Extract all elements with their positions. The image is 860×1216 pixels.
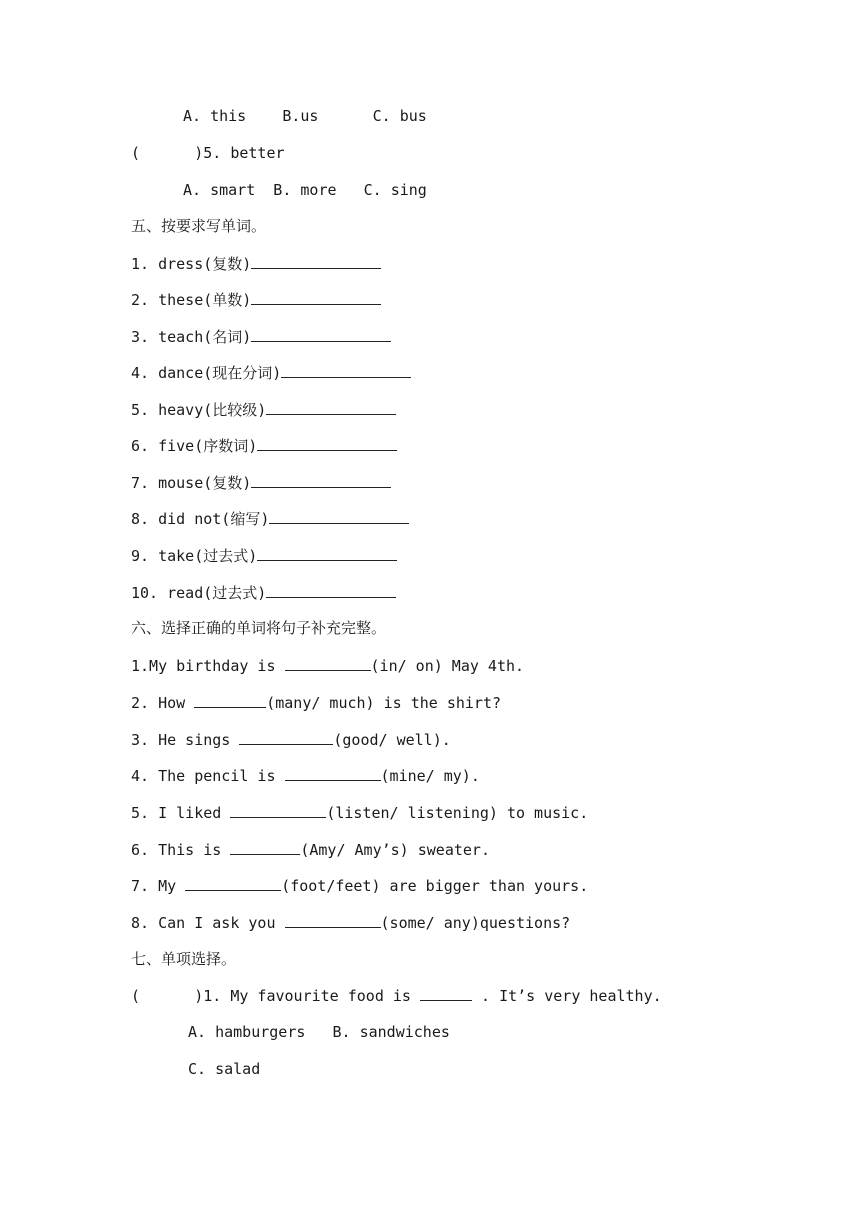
s7-q1-options-line1: A. hamburgers B. sandwiches <box>188 1023 450 1041</box>
s6-item-7 <box>131 875 588 895</box>
answer-blank[interactable] <box>194 692 266 708</box>
section-5-title: 五、按要求写单词。 <box>131 217 267 235</box>
s6-item-8-post: (some/ any)questions? <box>380 914 571 932</box>
s5-item-10-text: 10. read(过去式) <box>131 584 267 602</box>
s6-item-2 <box>131 692 501 712</box>
s5-item-8-text: 8. did not(缩写) <box>131 510 270 528</box>
s5-item-2 <box>131 289 381 309</box>
s6-item-6-post: (Amy/ Amy’s) sweater. <box>300 841 490 859</box>
answer-blank[interactable] <box>420 985 472 1001</box>
answer-blank[interactable] <box>251 472 391 488</box>
s7-question-1 <box>131 985 662 1005</box>
answer-blank[interactable] <box>230 802 326 818</box>
answer-blank[interactable] <box>269 508 409 524</box>
answer-blank[interactable] <box>185 875 281 891</box>
q5-question: ( )5. better <box>131 144 285 162</box>
s6-item-6 <box>131 839 490 859</box>
s5-item-7 <box>131 472 391 492</box>
s6-item-2-post: (many/ much) is the shirt? <box>266 694 502 712</box>
s6-item-2-pre: 2. How <box>131 694 195 712</box>
s7-q1-options-line2: C. salad <box>188 1060 261 1078</box>
s6-item-3-post: (good/ well). <box>333 731 451 749</box>
q4-options: A. this B.us C. bus <box>183 107 427 125</box>
s6-item-8 <box>131 912 570 932</box>
s6-item-1-pre: 1.My birthday is <box>131 657 285 675</box>
s6-item-5 <box>131 802 588 822</box>
answer-blank[interactable] <box>230 839 300 855</box>
s6-item-3-pre: 3. He sings <box>131 731 240 749</box>
answer-blank[interactable] <box>281 362 411 378</box>
s6-item-1 <box>131 655 524 675</box>
s5-item-1-text: 1. dress(复数) <box>131 255 252 273</box>
answer-blank[interactable] <box>257 545 397 561</box>
s6-item-4-post: (mine/ my). <box>380 767 480 785</box>
s5-item-3 <box>131 326 391 346</box>
s5-item-6-text: 6. five(序数词) <box>131 437 258 455</box>
answer-blank[interactable] <box>257 435 397 451</box>
s5-item-6 <box>131 435 397 455</box>
s6-item-5-pre: 5. I liked <box>131 804 231 822</box>
s7-question-1-post: . It’s very healthy. <box>471 987 662 1005</box>
s6-item-7-post: (foot/feet) are bigger than yours. <box>281 877 589 895</box>
s5-item-9 <box>131 545 397 565</box>
answer-blank[interactable] <box>251 253 381 269</box>
answer-blank[interactable] <box>239 729 333 745</box>
s5-item-5 <box>131 399 396 419</box>
s5-item-10 <box>131 582 396 602</box>
answer-blank[interactable] <box>285 765 381 781</box>
s6-item-4-pre: 4. The pencil is <box>131 767 285 785</box>
s6-item-7-pre: 7. My <box>131 877 186 895</box>
s5-item-5-text: 5. heavy(比较级) <box>131 401 267 419</box>
answer-blank[interactable] <box>266 399 396 415</box>
s6-item-6-pre: 6. This is <box>131 841 231 859</box>
s6-item-1-post: (in/ on) May 4th. <box>370 657 525 675</box>
s6-item-3 <box>131 729 451 749</box>
q5-options: A. smart B. more C. sing <box>183 181 427 199</box>
s7-question-1-pre: ( )1. My favourite food is <box>131 987 420 1005</box>
s5-item-9-text: 9. take(过去式) <box>131 547 258 565</box>
s5-item-7-text: 7. mouse(复数) <box>131 474 252 492</box>
s6-item-5-post: (listen/ listening) to music. <box>326 804 589 822</box>
s5-item-1 <box>131 253 381 273</box>
s5-item-4-text: 4. dance(现在分词) <box>131 364 282 382</box>
s5-item-8 <box>131 508 409 528</box>
section-7-title: 七、单项选择。 <box>131 950 237 968</box>
answer-blank[interactable] <box>285 912 381 928</box>
answer-blank[interactable] <box>251 289 381 305</box>
section-6-title: 六、选择正确的单词将句子补充完整。 <box>131 619 387 637</box>
s6-item-8-pre: 8. Can I ask you <box>131 914 285 932</box>
answer-blank[interactable] <box>251 326 391 342</box>
answer-blank[interactable] <box>285 655 371 671</box>
s5-item-3-text: 3. teach(名词) <box>131 328 252 346</box>
s5-item-2-text: 2. these(单数) <box>131 291 252 309</box>
s6-item-4 <box>131 765 480 785</box>
answer-blank[interactable] <box>266 582 396 598</box>
s5-item-4 <box>131 362 411 382</box>
